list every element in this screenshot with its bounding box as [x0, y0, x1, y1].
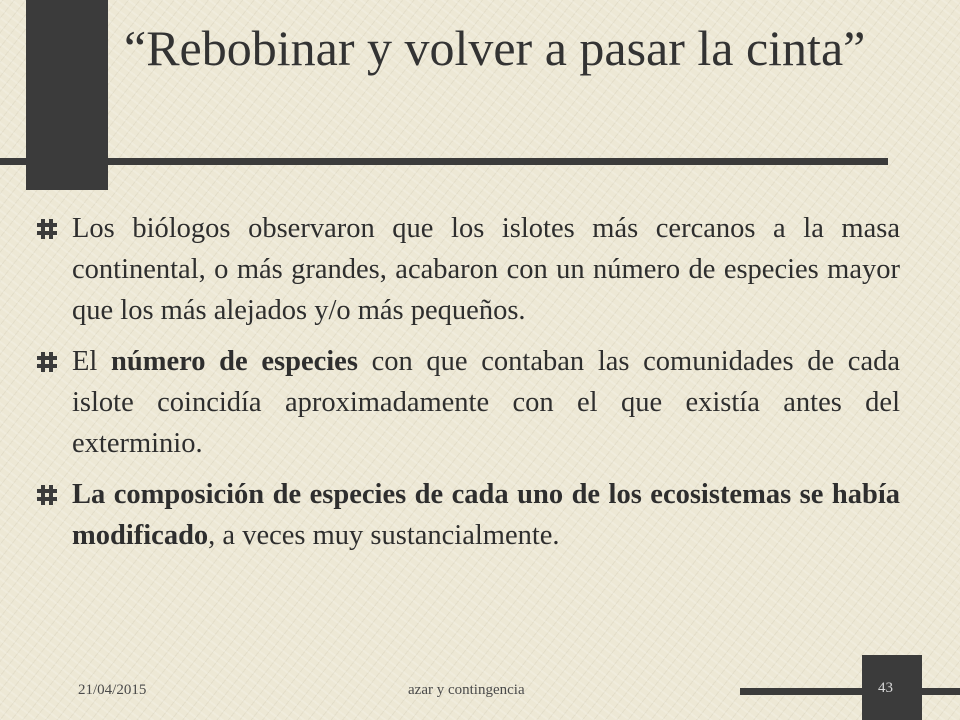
footer-rule [740, 688, 960, 695]
hash-bullet-icon [36, 218, 58, 240]
bullet-segment: con que contaban las comunidades de cada islote coincidía aproximadamente con el que existía antes del exterminio. [72, 346, 901, 459]
bullet-item [36, 474, 900, 556]
bullet-segment-bold: número de especies [111, 346, 358, 377]
hash-bullet-icon [36, 351, 58, 373]
footer-title: azar y contingencia [408, 682, 525, 698]
slide-title: “Rebobinar y volver a pasar la cinta” [124, 20, 866, 76]
bullet-item [36, 208, 900, 331]
hash-bullet-icon [36, 484, 58, 506]
slide-body [36, 208, 900, 566]
bullet-segment: Los biólogos observaron que los islotes más cercanos a la masa continental, o más grandes, acabaron con un número de especies mayor que los más alejados y/o más pequeños. [72, 213, 900, 326]
title-underline-rule [0, 158, 888, 165]
bullet-text [72, 474, 900, 556]
bullet-item [36, 341, 900, 464]
bullet-segment: , a veces muy sustancialmente. [208, 520, 560, 551]
footer-date: 21/04/2015 [78, 682, 147, 698]
bullet-text [72, 208, 900, 331]
page-number: 43 [878, 680, 893, 696]
bullet-text [72, 341, 900, 464]
bullet-segment-bold: La composición de especies de cada uno de los ecosistemas se había modificado [72, 479, 900, 551]
bullet-segment: El [72, 346, 112, 377]
